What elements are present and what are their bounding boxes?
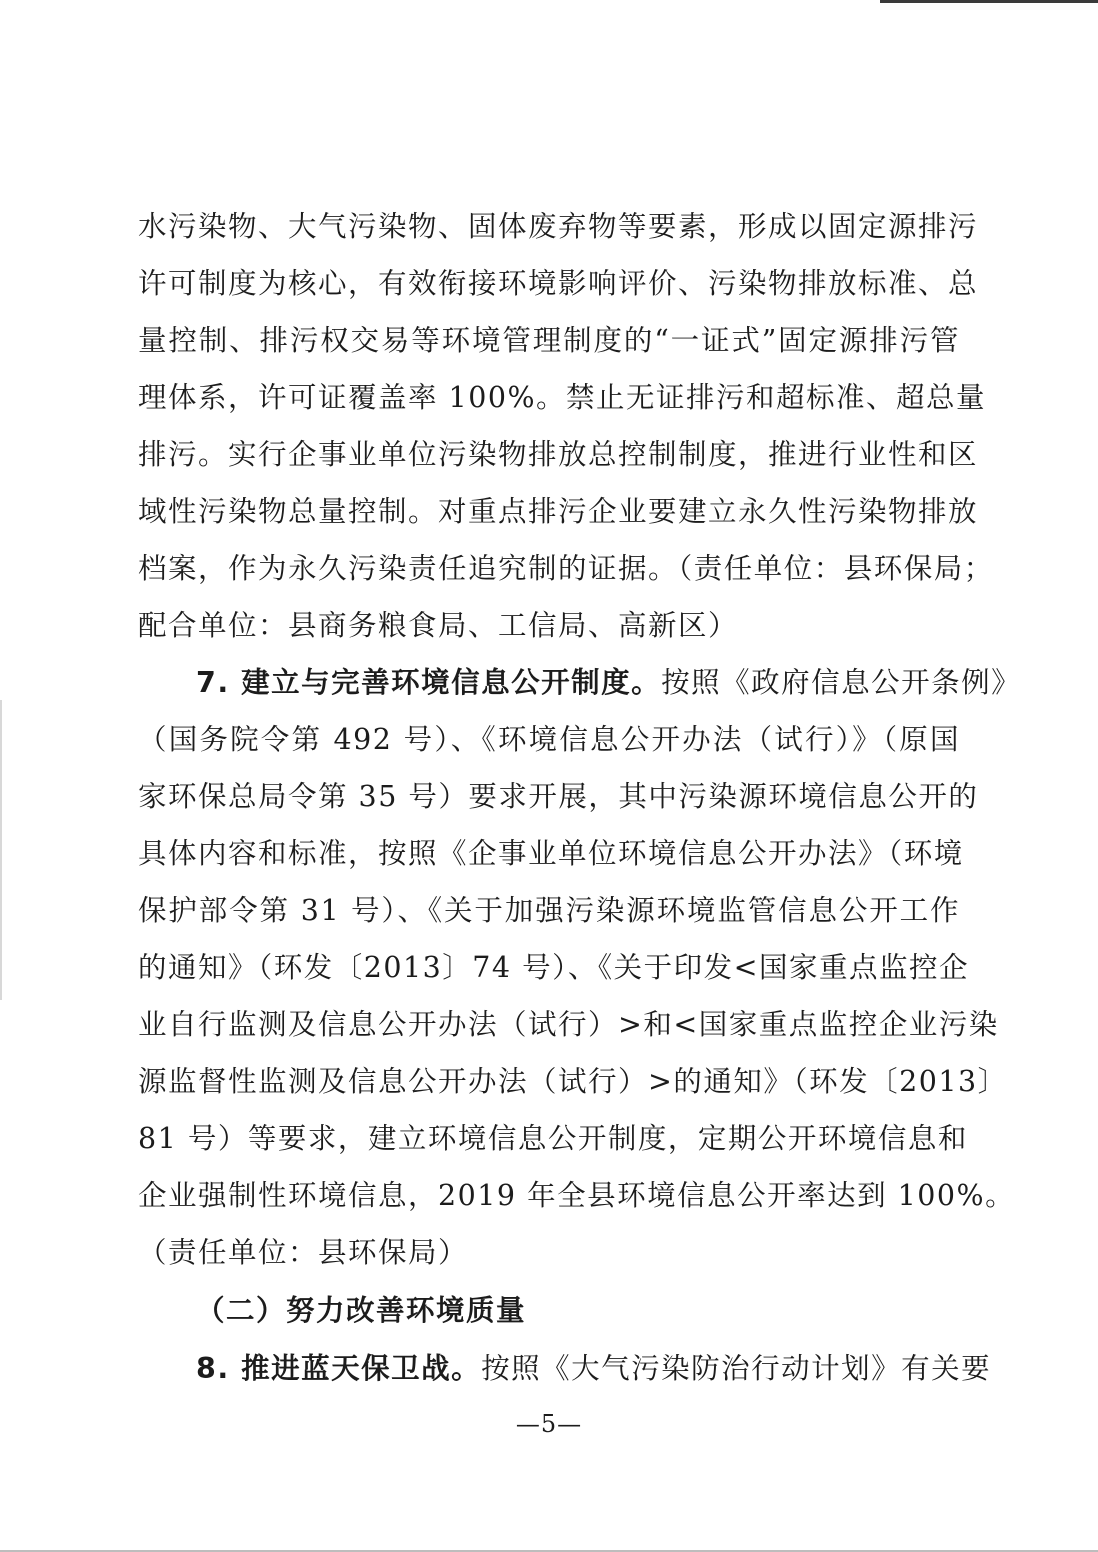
item8-first-line (138, 1340, 992, 1397)
paragraph-line: 域性污染物总量控制。对重点排污企业要建立永久性污染物排放 (138, 495, 979, 528)
paragraph-line: 具体内容和标准，按照《企事业单位环境信息公开办法》（环境 (138, 837, 964, 870)
paragraph-line: 源监督性监测及信息公开办法（试行）>的通知》（环发〔2013〕 (138, 1065, 1008, 1098)
item7-title: 7. 建立与完善环境信息公开制度。 (196, 666, 662, 699)
item7-first-line (138, 654, 1022, 711)
paragraph-line: 档案，作为永久污染责任追究制的证据。（责任单位：县环保局； (138, 552, 994, 585)
section6-tail (138, 198, 994, 654)
subsection-heading: （二）努力改善环境质量 (196, 1294, 527, 1327)
document-body (138, 198, 1022, 1397)
paragraph-line: 企业强制性环境信息，2019 年全县环境信息公开率达到 100%。 (138, 1179, 1016, 1212)
paragraph-line: 家环保总局令第 35 号）要求开展，其中污染源环境信息公开的 (138, 780, 979, 813)
paragraph-line: （责任单位：县环保局） (138, 1236, 469, 1269)
paragraph-line: 业自行监测及信息公开办法（试行）>和<国家重点监控企业污染 (138, 1008, 999, 1041)
item7-first-line-text: 按照《政府信息公开条例》 (661, 666, 1022, 699)
item8-title: 8. 推进蓝天保卫战。 (196, 1352, 482, 1385)
paragraph-line: 保护部令第 31 号）、《关于加强污染源环境监管信息公开工作 (138, 894, 960, 927)
page-number: —5— (515, 1410, 583, 1438)
item8-first-line-text: 按照《大气污染防治行动计划》有关要 (481, 1352, 992, 1385)
paragraph-line: 量控制、排污权交易等环境管理制度的“一证式”固定源排污管 (138, 324, 960, 357)
paragraph-line: 81 号）等要求，建立环境信息公开制度，定期公开环境信息和 (138, 1122, 968, 1155)
paragraph-line: 许可制度为核心，有效衔接环境影响评价、污染物排放标准、总 (138, 267, 979, 300)
paragraph-line: 理体系，许可证覆盖率 100%。禁止无证排污和超标准、超总量 (138, 381, 987, 414)
paragraph-line: 的通知》（环发〔2013〕74 号）、《关于印发<国家重点监控企 (138, 951, 969, 984)
scan-edge-top (880, 0, 1098, 3)
paragraph-line: （国务院令第 492 号）、《环境信息公开办法（试行）》（原国 (138, 723, 960, 756)
paragraph-line: 排污。实行企事业单位污染物排放总控制制度，推进行业性和区 (138, 438, 979, 471)
scan-edge-left (0, 700, 2, 1000)
paragraph-line: 配合单位：县商务粮食局、工信局、高新区） (138, 609, 739, 642)
item7-paragraph (138, 654, 1022, 1281)
paragraph-line: 水污染物、大气污染物、固体废弃物等要素，形成以固定源排污 (138, 210, 979, 243)
